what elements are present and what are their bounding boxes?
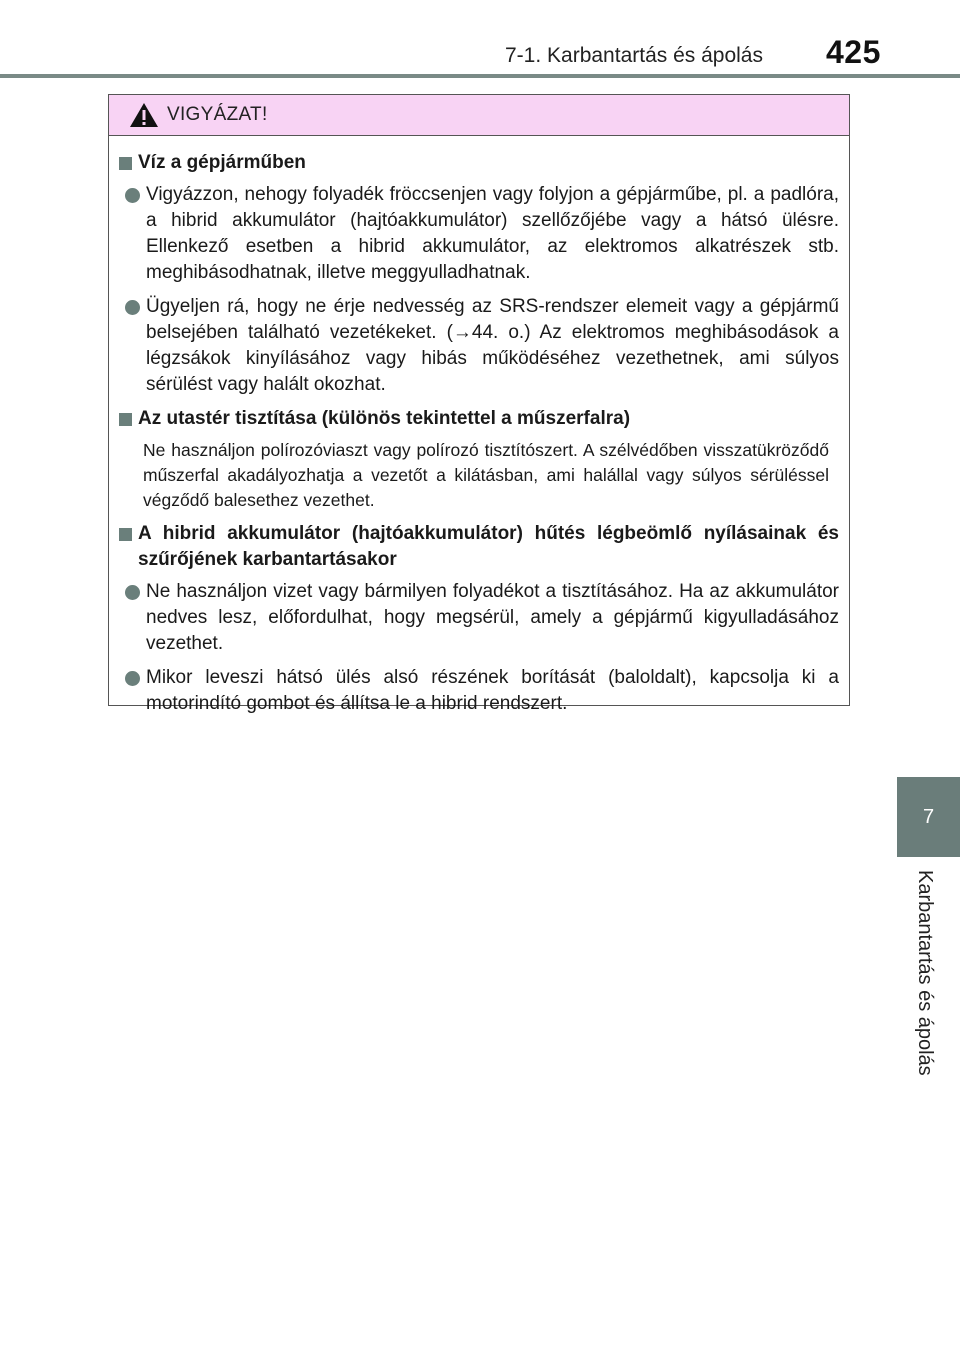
section-heading-text: A hibrid akkumulátor (hajtóakkumulátor) hűtés légbeömlő nyílásainak és szűrőjének karbantartásakor [138,523,839,570]
circle-bullet-icon [125,188,140,203]
bullet-text: Ügyeljen rá, hogy ne érje nedvesség az SRS-rendszer elemeit vagy a gépjármű belsejében található vezetékeket. (→44. o.) Az elektromos meghibásodások a légzsákok kinyílásához vagy hibás működéséhez vezethetnek, ami súlyos sérülést vagy halált okozhat. [146,296,839,395]
section-heading-text: Az utastér tisztítása (különös tekintettel a műszerfalra) [138,408,631,429]
circle-bullet-icon [125,300,140,315]
square-bullet-icon [119,413,132,426]
warning-triangle-icon [129,102,159,128]
section-title: 7-1. Karbantartás és ápolás [505,44,763,67]
warning-box [108,94,850,714]
bullet-item [125,665,839,717]
bullet-text: Mikor leveszi hátsó ülés alsó részének borítását (baloldalt), kapcsolja ki a motorindító gombot és állítsa le a hibrid rendszert. [146,667,839,714]
page-number: 425 [826,34,881,70]
bullet-item [125,294,839,398]
bullet-text: Ne használjon vizet vagy bármilyen folyadékot a tisztításához. Ha az akkumulátor nedves lesz, előfordulhat, hogy megsérül, amely a gépjármű kigyulladásához vezethet. [146,581,839,654]
circle-bullet-icon [125,671,140,686]
bullet-item [125,579,839,657]
header-rule [0,74,960,78]
section-heading [119,406,839,432]
warning-header [109,95,849,136]
section-heading-text: Víz a gépjárműben [138,152,306,173]
circle-bullet-icon [125,585,140,600]
warning-title: VIGYÁZAT! [167,104,268,125]
square-bullet-icon [119,528,132,541]
warning-body [109,136,849,717]
square-bullet-icon [119,157,132,170]
section-paragraph: Ne használjon polírozóviaszt vagy polírozó tisztítószert. A szélvédőben visszatükröződő műszerfal akadályozhatja a vezetőt a kilátásban, ami halállal vagy súlyos sérüléssel végződő balesethez vezethet. [143,440,829,510]
section-heading [119,150,839,176]
bullet-item [125,182,839,286]
chapter-label: Karbantartás és ápolás [914,870,936,1076]
bullet-text: Vigyázzon, nehogy folyadék fröccsenjen vagy folyjon a gépjárműbe, pl. a padlóra, a hibrid akkumulátor (hajtóakkumulátor) szellőzőjébe vagy a hátsó ülésre. Ellenkező esetben a hibrid akkumulátor, az elektromos alkatrészek stb. meghibásodhatnak, illetve meggyulladhatnak. [146,184,839,283]
section-heading [119,521,839,573]
chapter-tab[interactable]: 7 [897,777,960,857]
